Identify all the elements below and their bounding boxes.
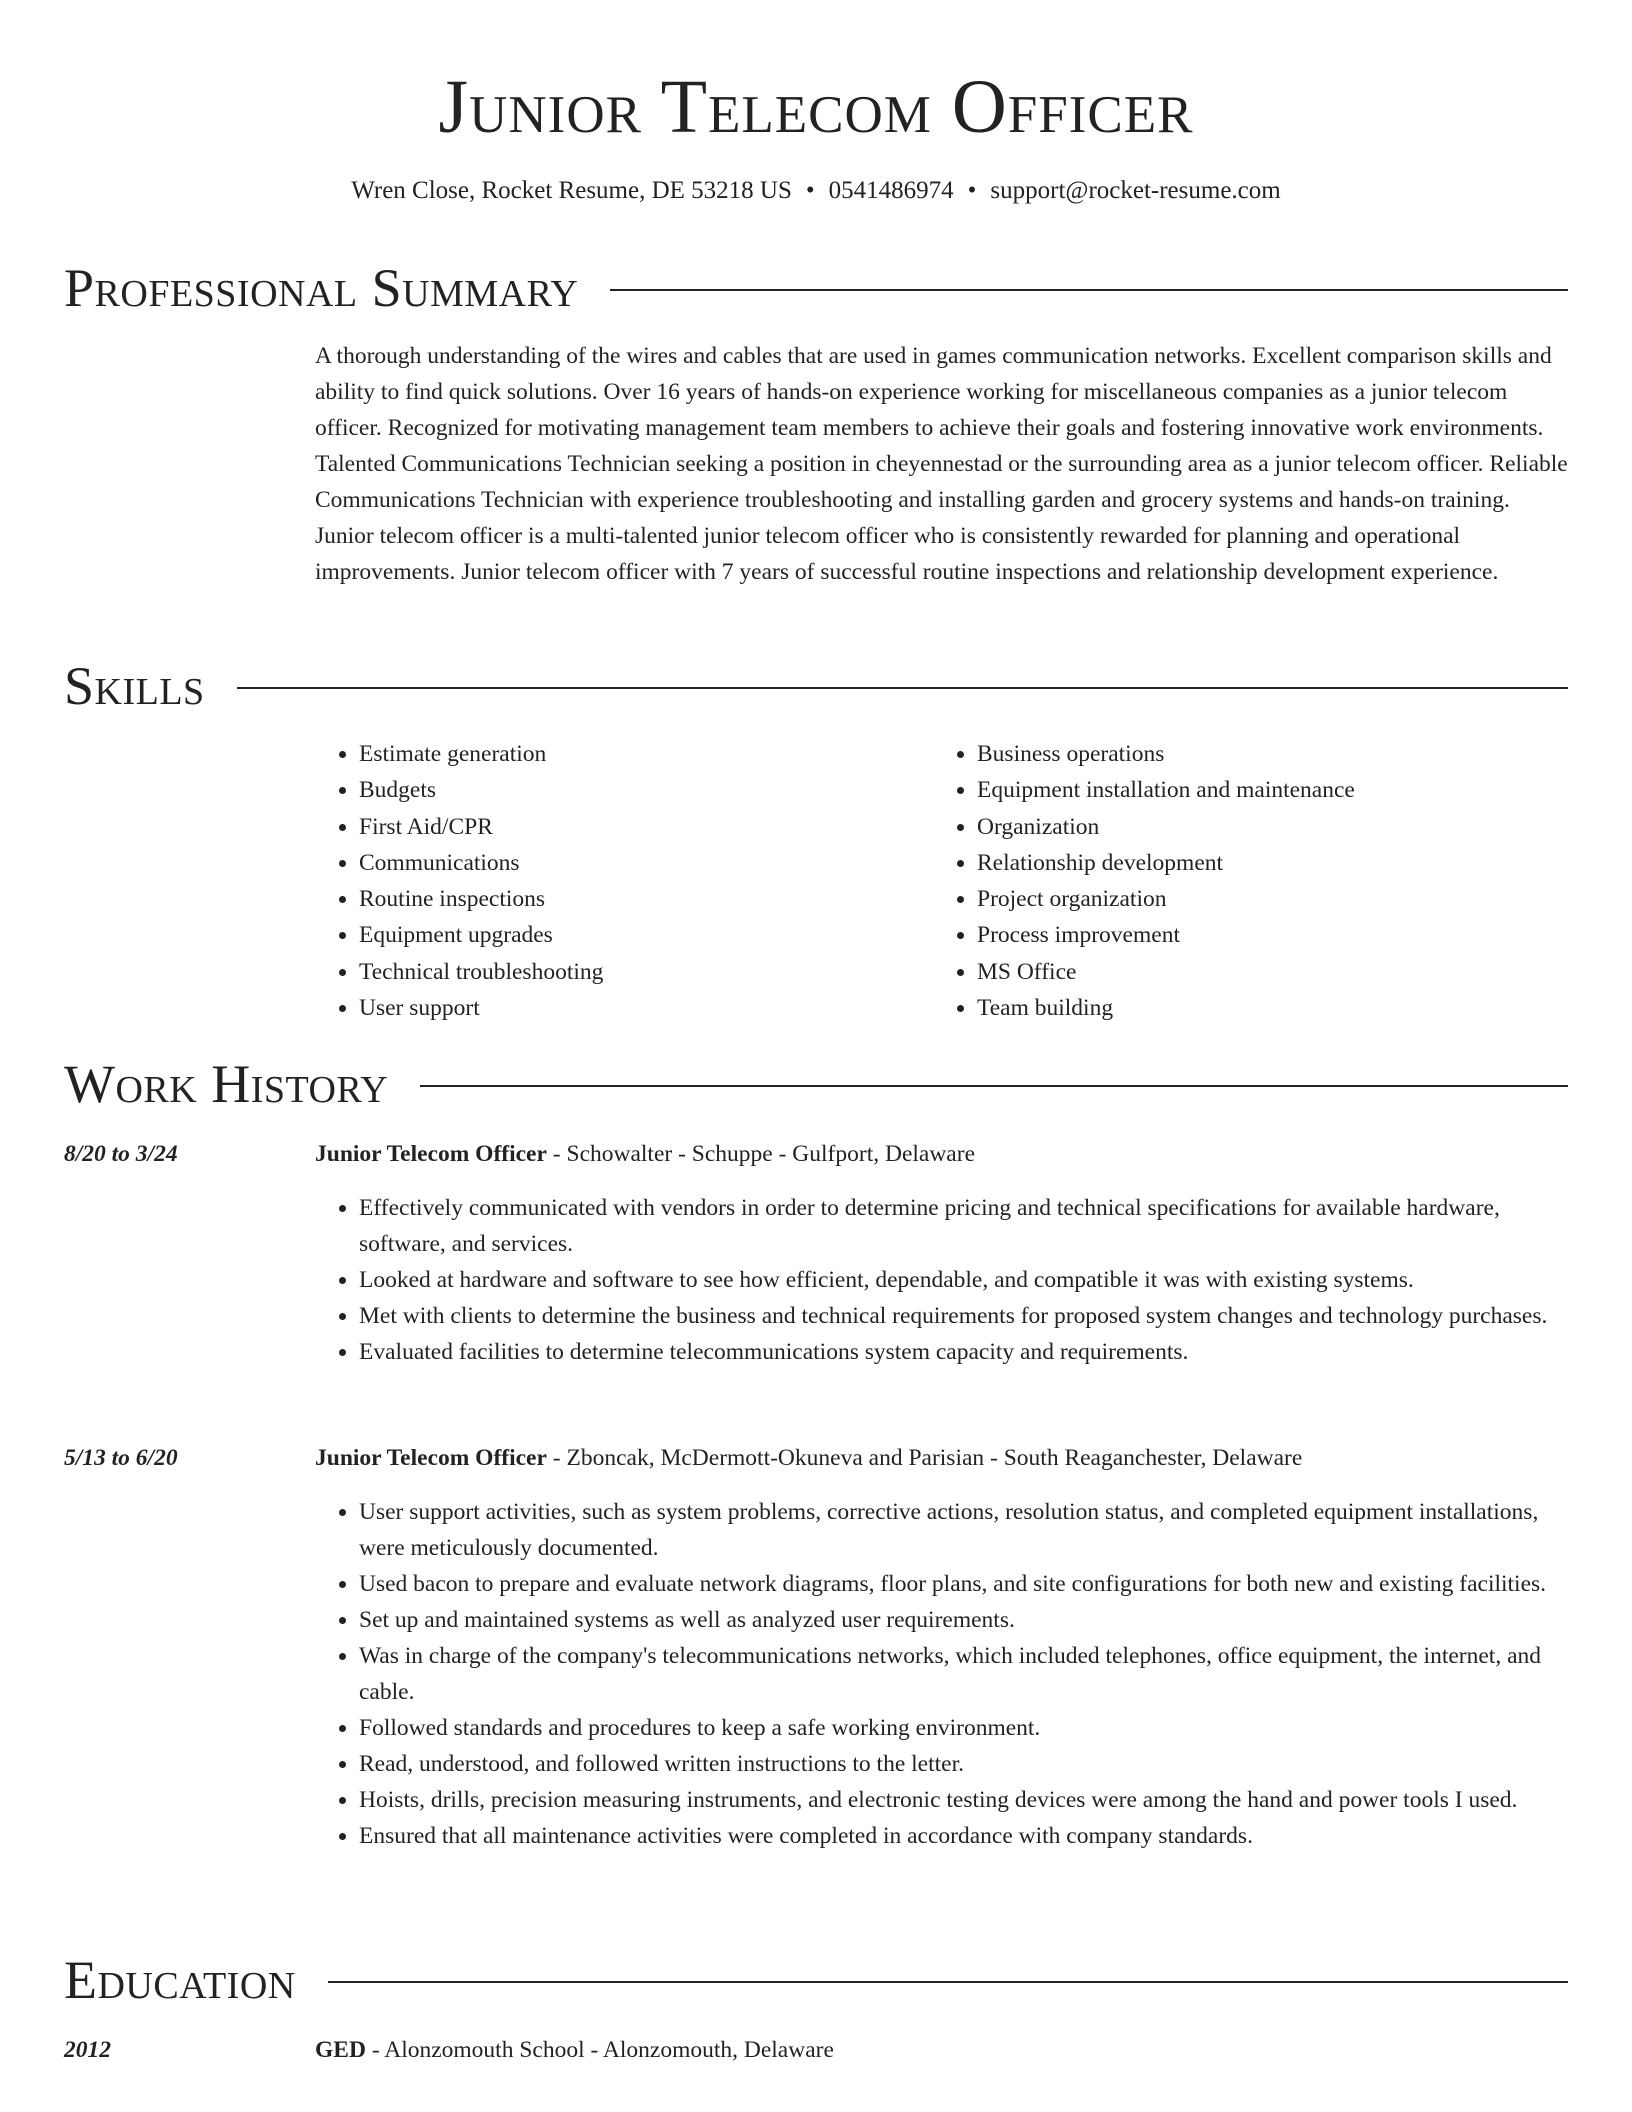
job-bullet: • Looked at hardware and software to see how efficient, dependable, and compatible it was with existing systems. — [359, 1262, 1571, 1298]
section-divider — [420, 1085, 1568, 1087]
skill-item: • Team building — [977, 990, 1551, 1026]
email: support@rocket-resume.com — [990, 177, 1281, 204]
education-year: 2012 — [64, 2037, 111, 2063]
job-bullet: • Used bacon to prepare and evaluate network diagrams, floor plans, and site configurations for both new and existing facilities. — [359, 1566, 1571, 1602]
skill-item: • Business operations — [977, 736, 1551, 772]
skill-item: • User support — [359, 990, 933, 1026]
job-title-line — [315, 1440, 1571, 1476]
separator-dot: • — [967, 177, 977, 204]
job-bullet: • User support activities, such as system problems, corrective actions, resolution status, and completed equipment installations, were meticulously documented. — [359, 1494, 1571, 1566]
candidate-name: Junior Telecom Officer — [438, 65, 1194, 149]
job-title-line — [315, 1136, 1571, 1172]
skill-item: • Equipment upgrades — [359, 917, 933, 953]
section-title-summary: Professional Summary — [64, 258, 579, 318]
job-bullet: • Evaluated facilities to determine telecommunications system capacity and requirements. — [359, 1334, 1571, 1370]
job-employer: - Zboncak, McDermott-Okuneva and Parisian - South Reaganchester, Delaware — [546, 1445, 1303, 1471]
job-role: Junior Telecom Officer — [315, 1141, 547, 1167]
skill-item: • MS Office — [977, 954, 1551, 990]
work-section-header — [64, 1054, 1568, 1114]
phone: 0541486974 — [828, 177, 954, 204]
section-divider — [610, 289, 1568, 291]
job-role: Junior Telecom Officer — [315, 1445, 547, 1471]
skill-item: • Communications — [359, 845, 933, 881]
skill-item: • First Aid/CPR — [359, 809, 933, 845]
skill-item: • Routine inspections — [359, 881, 933, 917]
job-bullet: • Effectively communicated with vendors in order to determine pricing and technical specifications for available hardware, software, and services. — [359, 1190, 1571, 1262]
job-bullet: • Followed standards and procedures to keep a safe working environment. — [359, 1710, 1571, 1746]
education-school: - Alonzomouth School - Alonzomouth, Delaware — [365, 2037, 834, 2063]
skills-column-right — [933, 736, 1551, 1026]
job-dates: 5/13 to 6/20 — [64, 1445, 178, 1471]
section-title-skills: Skills — [64, 656, 205, 716]
job-bullet: • Read, understood, and followed written instructions to the letter. — [359, 1746, 1571, 1782]
address: Wren Close, Rocket Resume, DE 53218 US — [351, 177, 792, 204]
skills-column-left — [315, 736, 933, 1026]
skills-list — [315, 736, 1571, 1026]
job-bullet: • Was in charge of the company's telecommunications networks, which included telephones, office equipment, the internet, and cable. — [359, 1638, 1571, 1710]
skill-item: • Technical troubleshooting — [359, 954, 933, 990]
section-title-work-history: Work History — [64, 1054, 389, 1114]
job-dates: 8/20 to 3/24 — [64, 1141, 178, 1167]
summary-text: A thorough understanding of the wires and cables that are used in games communication networks. Excellent comparison skills and ability to find quick solutions. Over 16 years of hands-on experience working for miscellaneous companies as a junior telecom officer. Recognized for motivating management team members to achieve their goals and fostering innovative work environments. Talented Communications Technician seeking a position in cheyennestad or the surrounding area as a junior telecom officer. Reliable Communications Technician with experience troubleshooting and installing garden and grocery systems and hands-on training. Junior telecom officer is a multi-talented junior telecom officer who is consistently rewarded for planning and operational improvements. Junior telecom officer with 7 years of successful routine inspections and relationship development experience. — [315, 343, 1568, 585]
job-bullet: • Hoists, drills, precision measuring instruments, and electronic testing devices were among the hand and power tools I used. — [359, 1782, 1571, 1818]
skill-item: • Process improvement — [977, 917, 1551, 953]
skill-item: • Equipment installation and maintenance — [977, 772, 1551, 808]
job-bullet: • Set up and maintained systems as well as analyzed user requirements. — [359, 1602, 1571, 1638]
skill-item: • Budgets — [359, 772, 933, 808]
summary-section-header — [64, 258, 1568, 318]
job-employer: - Schowalter - Schuppe - Gulfport, Delaware — [546, 1141, 975, 1167]
job-bullets — [315, 1494, 1571, 1854]
section-divider — [237, 687, 1568, 689]
education-section-header — [64, 1950, 1568, 2010]
job-bullet: • Ensured that all maintenance activities were completed in accordance with company standards. — [359, 1818, 1571, 1854]
skill-item: • Organization — [977, 809, 1551, 845]
separator-dot: • — [805, 177, 815, 204]
job-bullet: • Met with clients to determine the business and technical requirements for proposed system changes and technology purchases. — [359, 1298, 1571, 1334]
skill-item: • Relationship development — [977, 845, 1551, 881]
skill-item: • Project organization — [977, 881, 1551, 917]
education-line — [315, 2032, 1571, 2068]
skill-item: • Estimate generation — [359, 736, 933, 772]
contact-line — [0, 174, 1632, 208]
skills-section-header — [64, 656, 1568, 716]
job-bullets — [315, 1190, 1571, 1370]
section-divider — [328, 1981, 1568, 1983]
education-degree: GED — [315, 2037, 366, 2063]
section-title-education: Education — [64, 1950, 296, 2010]
